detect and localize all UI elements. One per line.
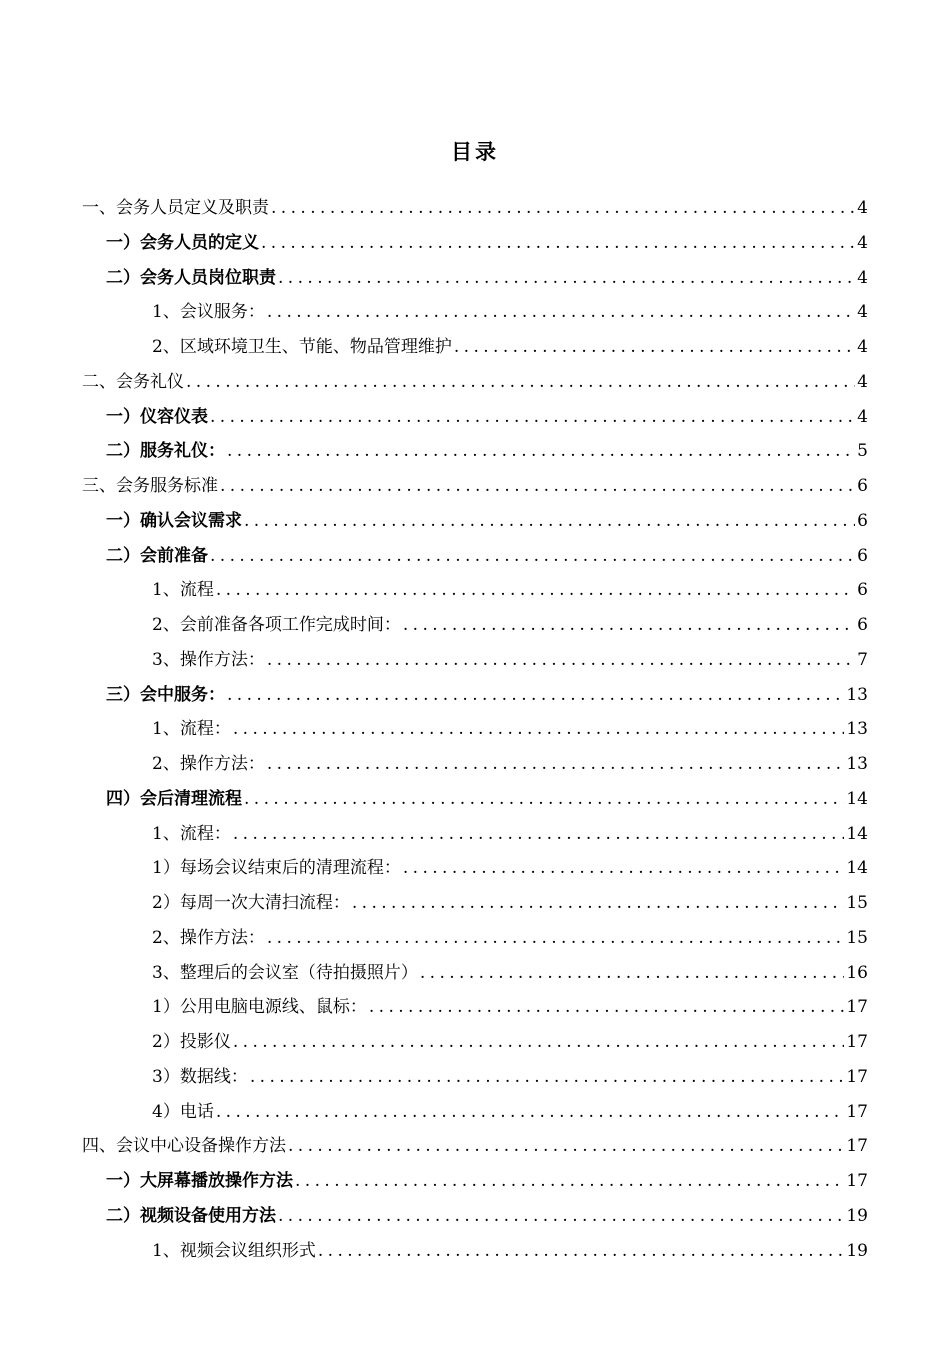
toc-page-number: 4 (857, 406, 868, 427)
toc-entry[interactable] (82, 747, 868, 782)
toc-entry[interactable] (82, 817, 868, 852)
toc-entry[interactable] (82, 573, 868, 608)
toc-dot-leader (295, 1164, 844, 1199)
toc-entry[interactable] (82, 782, 868, 817)
toc-entry-text: 1）每场会议结束后的清理流程： (152, 858, 401, 879)
toc-entry[interactable] (82, 226, 868, 261)
toc-entry-text: 3、整理后的会议室（待拍摄照片） (152, 962, 418, 983)
toc-page-number: 4 (857, 267, 868, 288)
toc-entry[interactable] (82, 1199, 868, 1234)
toc-entry[interactable] (82, 921, 868, 956)
toc-entry[interactable] (82, 261, 868, 296)
toc-entry-text: 2）投影仪 (152, 1032, 231, 1052)
toc-entry-text: 3、操作方法： (152, 649, 265, 670)
toc-dot-leader (403, 608, 855, 643)
toc-dot-leader (278, 1199, 844, 1234)
toc-entry[interactable] (82, 886, 868, 921)
toc-entry-text: 二）视频设备使用方法 (106, 1205, 276, 1226)
toc-entry-text: 二）服务礼仪： (106, 441, 225, 462)
toc-page-number: 6 (857, 476, 868, 496)
toc-entry-text: 1、视频会议组织形式 (152, 1240, 316, 1261)
toc-dot-leader (244, 782, 844, 817)
toc-page-number: 6 (857, 615, 868, 635)
toc-dot-leader (210, 539, 855, 574)
toc-entry-text: 四）会后清理流程 (106, 788, 242, 809)
toc-entry-text: 4）电话 (152, 1101, 214, 1122)
toc-entry-text: 1、流程 (152, 580, 214, 601)
toc-dot-leader (318, 1234, 845, 1269)
toc-dot-leader (227, 434, 855, 469)
toc-dot-leader (220, 469, 855, 504)
toc-entry-text: 2、操作方法： (152, 927, 265, 948)
toc-entry[interactable] (82, 608, 868, 643)
toc-entry-text: 二）会务人员岗位职责 (106, 267, 276, 288)
toc-entry[interactable] (82, 1095, 868, 1130)
toc-entry-text: 3）数据线： (152, 1066, 248, 1087)
toc-page-number: 15 (846, 927, 868, 948)
toc-dot-leader (352, 886, 845, 921)
toc-dot-leader (267, 921, 845, 956)
toc-page-number: 6 (857, 580, 868, 601)
toc-entry[interactable] (82, 643, 868, 678)
toc-page-number: 6 (857, 545, 868, 566)
toc-page-number: 13 (846, 684, 868, 705)
toc-entry-text: 一）仪容仪表 (106, 406, 208, 427)
toc-dot-leader (227, 678, 844, 713)
toc-dot-leader (244, 504, 855, 539)
toc-entry-text: 2、区域环境卫生、节能、物品管理维护 (152, 337, 452, 357)
table-of-contents (82, 191, 868, 1268)
toc-dot-leader (233, 817, 845, 852)
toc-entry[interactable] (82, 956, 868, 991)
toc-page-number: 17 (846, 1066, 868, 1087)
toc-page-number: 14 (846, 823, 868, 844)
toc-entry-text: 1、流程： (152, 823, 231, 844)
toc-dot-leader (233, 712, 845, 747)
toc-entry[interactable] (82, 1060, 868, 1095)
toc-page-number: 19 (846, 1240, 868, 1261)
toc-dot-leader (233, 1025, 845, 1060)
toc-dot-leader (267, 747, 845, 782)
toc-page-number: 15 (846, 893, 868, 913)
toc-entry-text: 2、会前准备各项工作完成时间： (152, 615, 401, 635)
toc-entry[interactable] (82, 678, 868, 713)
toc-page-number: 4 (857, 371, 868, 392)
toc-entry[interactable] (82, 539, 868, 574)
toc-page-number: 17 (846, 1101, 868, 1122)
toc-entry-text: 1、流程： (152, 719, 231, 740)
toc-page-number: 16 (846, 962, 868, 983)
toc-entry[interactable] (82, 330, 868, 365)
toc-entry-text: 三）会中服务： (106, 684, 225, 705)
toc-dot-leader (288, 1129, 844, 1164)
toc-dot-leader (278, 261, 855, 296)
toc-entry[interactable] (82, 851, 868, 886)
toc-dot-leader (271, 191, 855, 226)
toc-entry-text: 1）公用电脑电源线、鼠标： (152, 997, 367, 1018)
toc-title: 目录 (451, 140, 499, 164)
toc-entry[interactable] (82, 469, 868, 504)
toc-entry-text: 2、操作方法： (152, 754, 265, 774)
toc-dot-leader (267, 643, 855, 678)
toc-entry-text: 一）确认会议需求 (106, 510, 242, 531)
toc-dot-leader (454, 330, 855, 365)
toc-page-number: 4 (857, 232, 868, 253)
toc-entry[interactable] (82, 504, 868, 539)
toc-page-number: 14 (846, 858, 868, 879)
toc-entry[interactable] (82, 191, 868, 226)
toc-entry-text: 二、会务礼仪 (82, 371, 184, 392)
toc-entry-text: 2）每周一次大清扫流程： (152, 893, 350, 913)
toc-entry[interactable] (82, 1234, 868, 1269)
toc-page-number: 4 (857, 198, 868, 218)
toc-page-number: 17 (846, 1032, 868, 1052)
toc-entry[interactable] (82, 1164, 868, 1199)
toc-entry-text: 一）大屏幕播放操作方法 (106, 1171, 293, 1191)
toc-page-number: 17 (846, 997, 868, 1018)
toc-page-number: 14 (846, 788, 868, 809)
toc-entry-text: 二）会前准备 (106, 545, 208, 566)
toc-page-number: 17 (846, 1171, 868, 1191)
toc-entry-text: 一、会务人员定义及职责 (82, 198, 269, 218)
toc-dot-leader (250, 1060, 845, 1095)
toc-page-number: 5 (857, 441, 868, 462)
toc-page-number: 4 (857, 302, 868, 323)
toc-entry-text: 1、会议服务： (152, 302, 265, 323)
toc-entry[interactable] (82, 400, 868, 435)
toc-entry[interactable] (82, 1129, 868, 1164)
toc-entry[interactable] (82, 1025, 868, 1060)
toc-page-number: 19 (846, 1205, 868, 1226)
toc-page-number: 17 (846, 1136, 868, 1157)
toc-entry[interactable] (82, 434, 868, 469)
toc-dot-leader (420, 956, 845, 991)
toc-entry[interactable] (82, 365, 868, 400)
toc-dot-leader (216, 1095, 845, 1130)
toc-page-number: 13 (846, 754, 868, 774)
toc-entry-text: 一）会务人员的定义 (106, 232, 259, 253)
toc-dot-leader (261, 226, 855, 261)
toc-dot-leader (369, 990, 845, 1025)
toc-dot-leader (216, 573, 855, 608)
toc-entry[interactable] (82, 990, 868, 1025)
toc-entry-text: 四、会议中心设备操作方法 (82, 1136, 286, 1157)
toc-dot-leader (267, 295, 855, 330)
toc-entry[interactable] (82, 712, 868, 747)
toc-page-number: 7 (857, 649, 868, 670)
toc-page-number: 4 (857, 337, 868, 357)
toc-entry[interactable] (82, 295, 868, 330)
toc-dot-leader (186, 365, 855, 400)
toc-page-number: 13 (846, 719, 868, 740)
toc-page-number: 6 (857, 510, 868, 531)
toc-dot-leader (210, 400, 855, 435)
toc-dot-leader (403, 851, 845, 886)
toc-entry-text: 三、会务服务标准 (82, 476, 218, 496)
